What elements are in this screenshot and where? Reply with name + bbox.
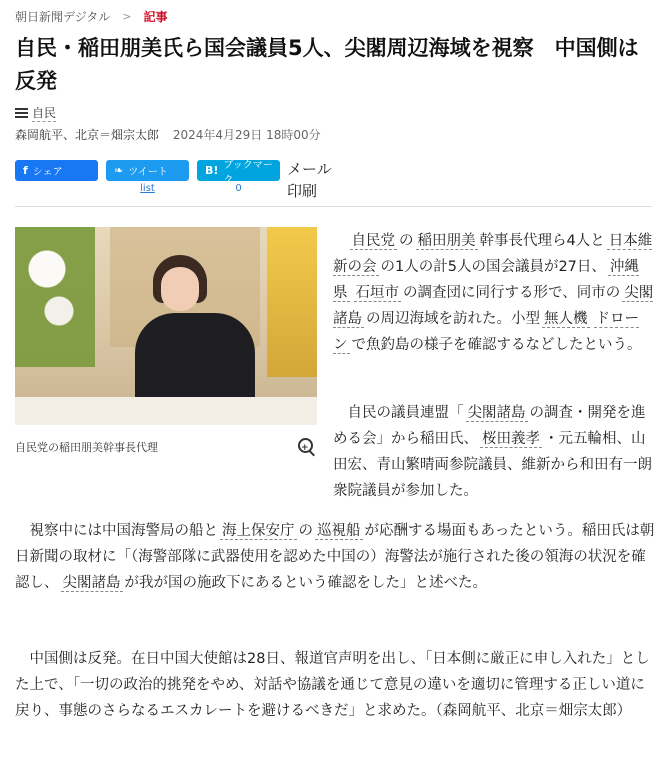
paragraph-text	[333, 233, 348, 249]
hatena-bookmark-button[interactable]	[197, 159, 280, 186]
paragraph-text: の調査団に同行する形で、同市の	[403, 285, 621, 301]
paragraph-4	[15, 646, 659, 724]
keyword-link[interactable]: 日本維新の会	[333, 233, 653, 275]
hatena-bookmark-label: ブックマーク	[223, 159, 273, 186]
keyword-link[interactable]: 桜田義孝	[482, 431, 540, 447]
category-row	[15, 104, 56, 122]
twitter-share	[106, 160, 189, 194]
share-buttons	[15, 160, 280, 194]
paragraph-text: が応酬する場面もあったという。稲田氏は朝日新聞の取材に「（海警部隊に武器使用を認めた中国の）海警法が施行された後の領海の状況を確認し、	[15, 523, 655, 591]
keyword-link[interactable]: 無人機	[544, 311, 588, 327]
zoom-in-icon[interactable]: +	[297, 437, 317, 457]
article-headline: 自民・稲田朋美氏ら国会議員5人、尖閣周辺海域を視察 中国側は反発	[15, 36, 639, 93]
paragraph-3	[15, 518, 659, 596]
facebook-share-label: シェア	[32, 167, 63, 178]
mail-share-link[interactable]: メール	[287, 160, 332, 178]
keyword-link[interactable]: 自民党	[351, 233, 395, 249]
paragraph-text: の周辺海域を訪れた。小型	[366, 311, 540, 327]
paragraph-text: が我が国の施政下にあるという確認をした」と述べた。	[124, 575, 487, 591]
paragraph-text: の	[399, 233, 414, 249]
paragraph-text: の1人の計5人の国会議員が27日、	[380, 259, 606, 275]
other-share-links	[287, 158, 332, 202]
breadcrumb-separator: >	[122, 10, 132, 23]
paragraph-text: の	[298, 523, 313, 539]
keyword-link[interactable]: ドローン	[333, 311, 639, 353]
figure-caption-row	[15, 437, 317, 457]
category-link[interactable]: 自民	[32, 106, 57, 120]
paragraph-text: 自民の議員連盟「	[333, 405, 464, 421]
keyword-link[interactable]: 海上保安庁	[222, 523, 295, 539]
twitter-bird-icon: ❧	[114, 164, 124, 177]
photo-caption: 自民党の稲田朋美幹事長代理	[15, 441, 158, 454]
paragraph-text: の調査・開発を進める会」から稲田氏、	[333, 405, 646, 447]
facebook-share-button[interactable]	[15, 160, 98, 181]
paragraph-text: 中国側は反発。在日中国大使館は28日、報道官声明を出し、「日本側に厳正に申し入れた」とした上で、「一切の政治的挑発をやめ、対話や協議を通じて意見の違いを適切に管理する正しい道に戻り、事態のさらなるエスカレートを避けるべきだ」と求めた。（森岡航平、北京＝畑宗太郎）	[15, 651, 650, 719]
keyword-link[interactable]: 石垣市	[355, 285, 399, 301]
publish-date: 2024年4月29日 18時00分	[172, 128, 321, 142]
twitter-share-button[interactable]	[106, 160, 189, 181]
twitter-share-label: ツイート	[128, 167, 168, 178]
paragraph-text: で魚釣島の様子を確認するなどしたという。	[351, 337, 642, 353]
divider	[15, 206, 652, 207]
facebook-icon: f	[23, 164, 28, 177]
paragraph-text: 視察中には中国海警局の船と	[15, 523, 218, 539]
breadcrumb	[15, 8, 168, 25]
hatena-count[interactable]: 0	[235, 183, 242, 194]
keyword-link[interactable]: 巡視船	[317, 523, 361, 539]
keyword-link[interactable]: 沖縄県	[333, 259, 639, 301]
print-link[interactable]: 印刷	[287, 182, 318, 200]
list-icon	[15, 108, 28, 118]
author-names: 森岡航平、北京＝畑宗太郎	[15, 128, 160, 142]
paragraph-2	[333, 400, 655, 504]
paragraph-text: ・元五輪相、山田宏、青山繁晴両参院議員、維新から和田有一朗衆院議員が参加した。	[333, 431, 652, 499]
paragraph-text: 幹事長代理ら4人と	[479, 233, 605, 249]
byline	[15, 126, 321, 143]
facebook-share	[15, 160, 98, 194]
keyword-link[interactable]: 尖閣諸島	[62, 575, 121, 591]
article-photo[interactable]	[15, 227, 317, 425]
hatena-share	[197, 160, 280, 194]
twitter-count-link[interactable]: list	[140, 183, 155, 194]
keyword-link[interactable]: 稲田朋美	[417, 233, 476, 249]
keyword-link[interactable]: 尖閣諸島	[333, 285, 654, 327]
breadcrumb-current: 記事	[143, 10, 168, 24]
article-figure	[15, 227, 317, 457]
keyword-link[interactable]: 尖閣諸島	[467, 405, 526, 421]
breadcrumb-site-link[interactable]: 朝日新聞デジタル	[15, 10, 111, 24]
hatena-icon: B!	[205, 164, 219, 177]
paragraph-1	[333, 228, 655, 358]
